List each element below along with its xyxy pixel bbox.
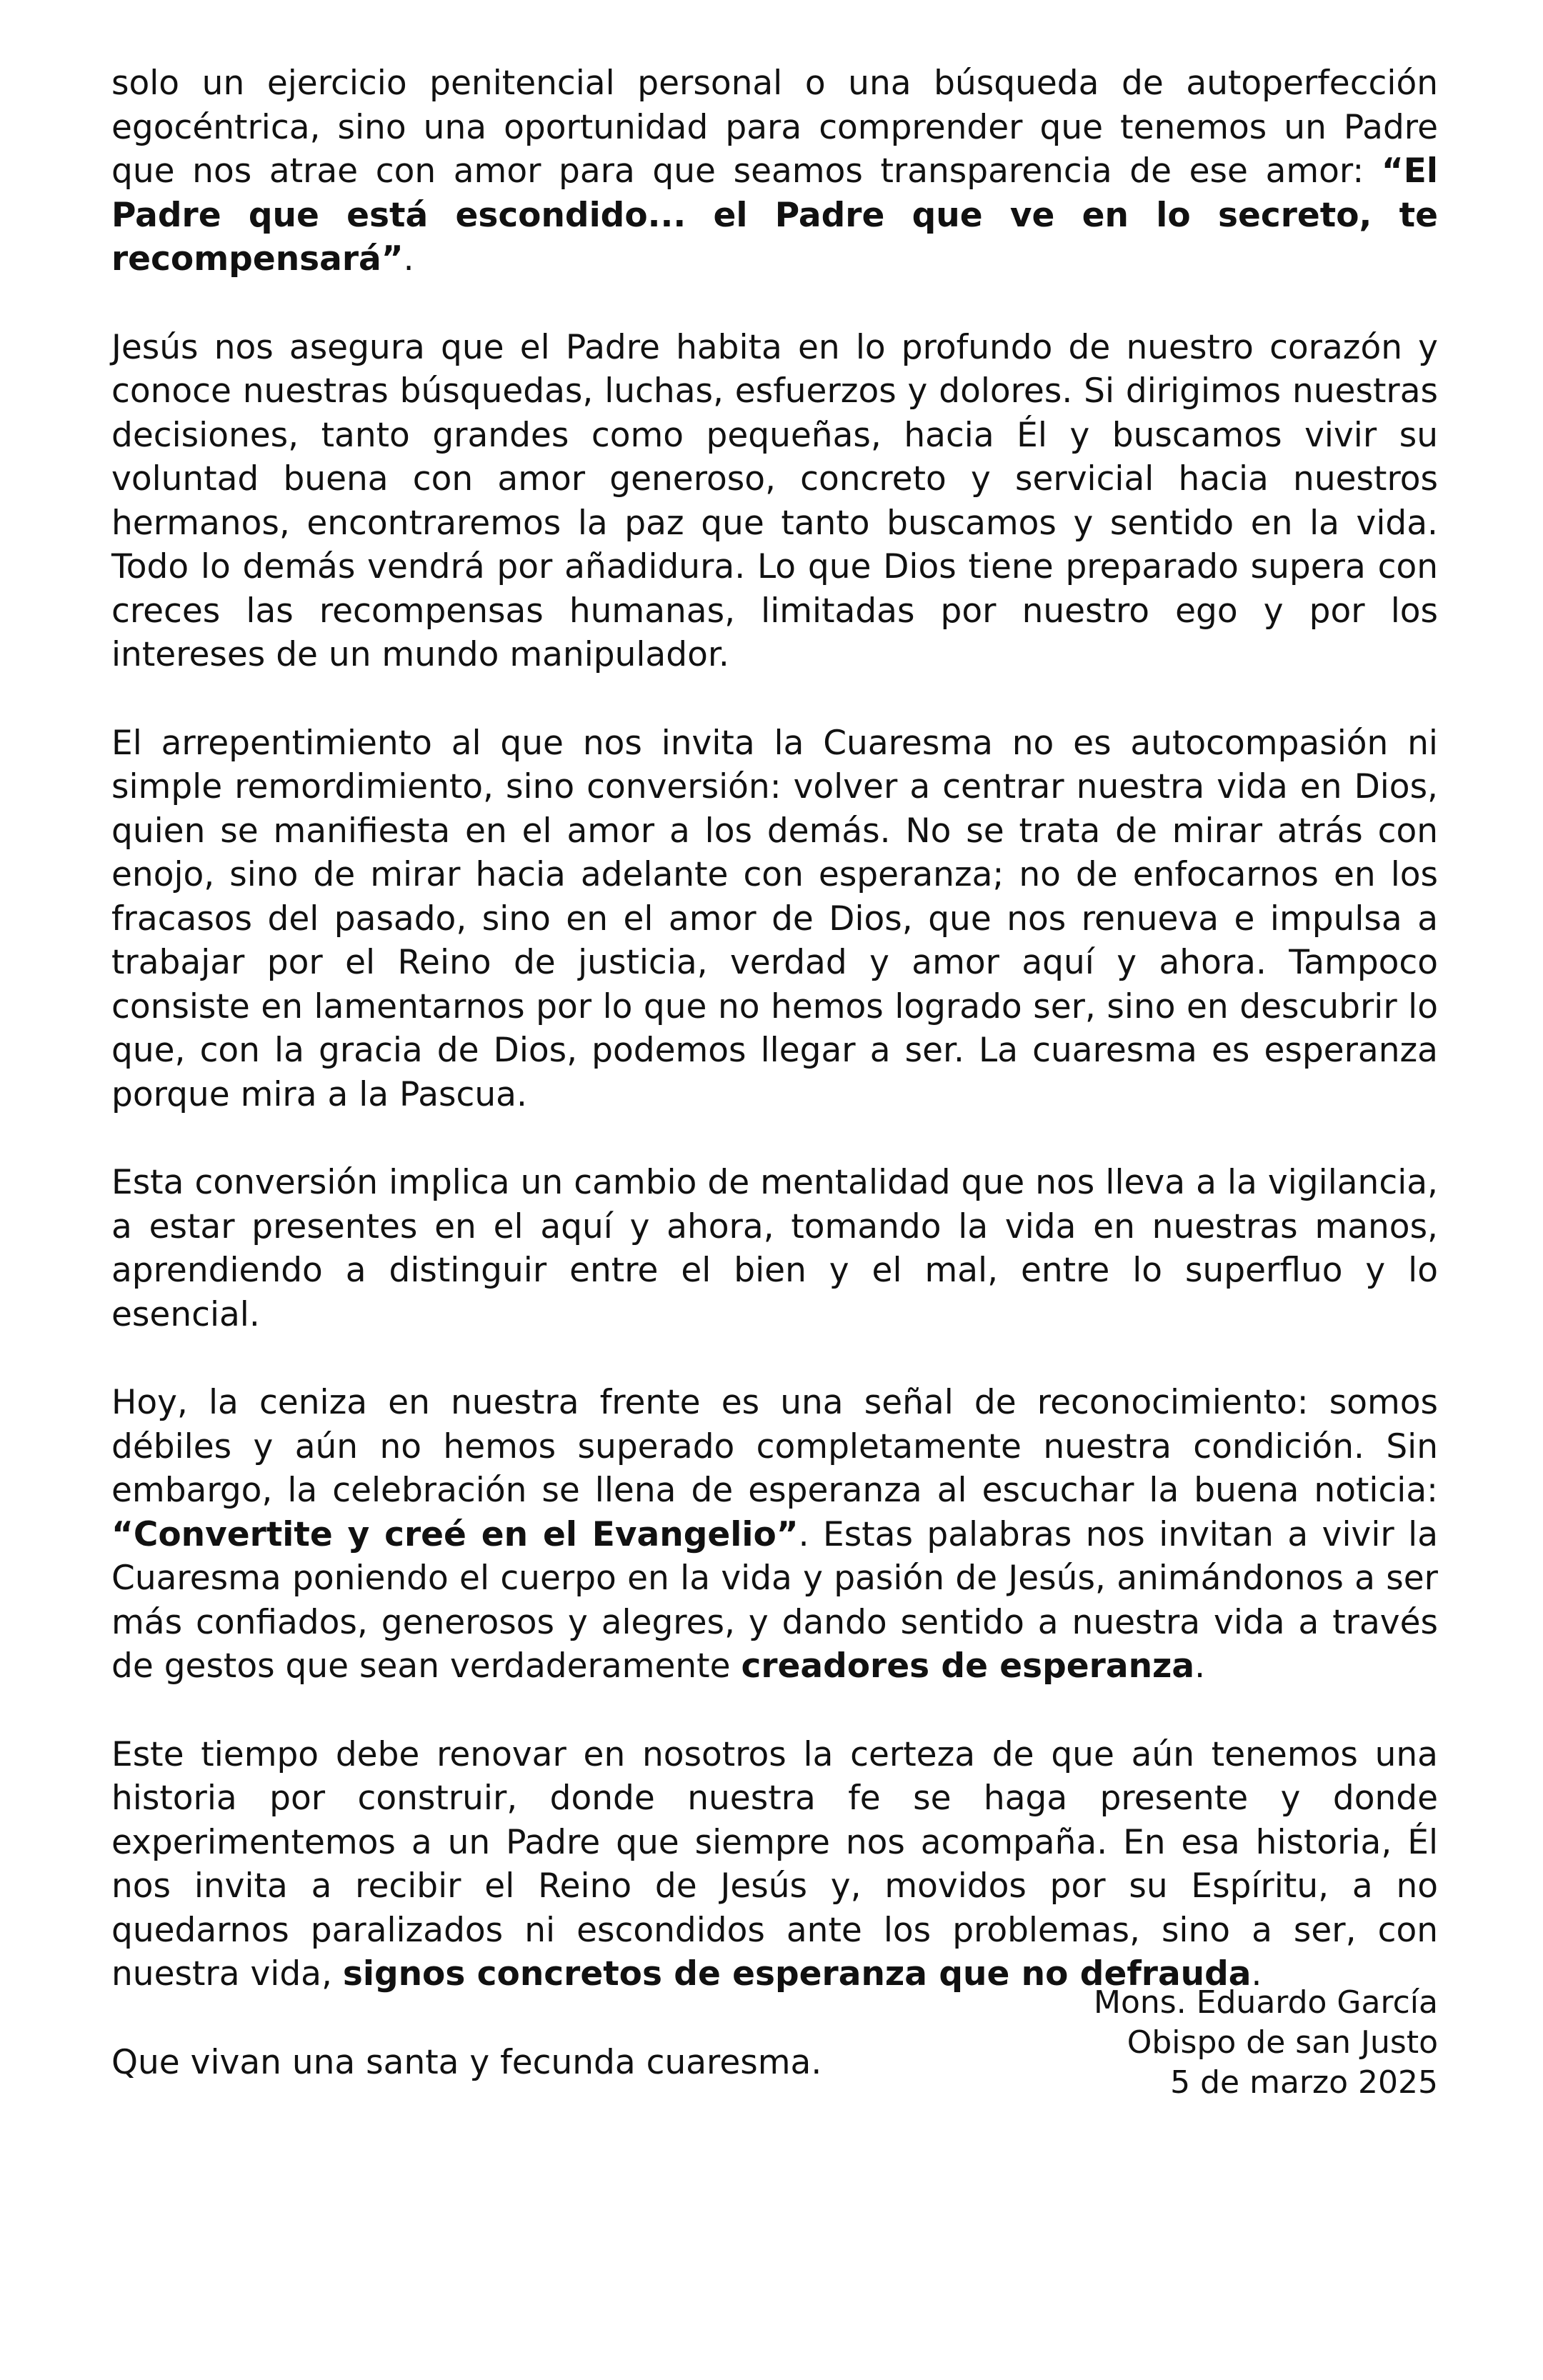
quote-bold: “El Padre que está escondido... el Padre que ve en lo secreto, te recompensará” <box>111 151 1438 279</box>
paragraph-text: Que vivan una santa y fecunda cuaresma. <box>111 2042 822 2082</box>
signature-name: Mons. Eduardo García <box>1094 1984 1438 2021</box>
paragraph-text: Este tiempo debe renovar en nosotros la certeza de que aún tenemos una historia por construir, donde nuestra fe se haga presente y donde experimentemos a un Padre que siempre nos acompaña. En esa historia, Él nos invita a recibir el Reino de Jesús y, movidos por su Espíritu, a no quedarnos paralizados ni escondidos ante los problemas, sino a ser, con nuestra vida, <box>111 1734 1438 1994</box>
paragraph-text: . <box>403 239 414 279</box>
paragraph-text: Jesús nos asegura que el Padre habita en lo profundo de nuestro corazón y conoce nuestras búsquedas, luchas, esfuerzos y dolores. Si dirigimos nuestras decisiones, tanto grandes como pequeñas, hacia Él y buscamos vivir su voluntad buena con amor generoso, concreto y servicial hacia nuestros hermanos, encontraremos la paz que tanto buscamos y sentido en la vida. Todo lo demás vendrá por añadidura. Lo que Dios tiene preparado supera con creces las recompensas humanas, limitadas por nuestro ego y por los intereses de un mundo manipulador. <box>111 327 1438 674</box>
paragraph-text: Esta conversión implica un cambio de mentalidad que nos lleva a la vigilancia, a estar presentes en el aquí y ahora, tomando la vida en nuestras manos, aprendiendo a distinguir entre el bien y el mal, entre lo superfluo y lo esencial. <box>111 1163 1438 1334</box>
signature-role: Obispo de san Justo <box>1127 2024 1438 2061</box>
paragraph <box>111 721 1438 1117</box>
paragraph-text: solo un ejercicio penitencial personal o una búsqueda de autoperfección egocéntrica, sino una oportunidad para comprender que tenemos un Padre que nos atrae con amor para que seamos transparencia de ese amor: <box>111 64 1438 191</box>
paragraph <box>111 326 1438 677</box>
quote-bold: “Convertite y creé en el Evangelio” <box>111 1514 799 1554</box>
paragraph <box>111 61 1438 281</box>
paragraph <box>111 1161 1438 1336</box>
paragraph-text: Hoy, la ceniza en nuestra frente es una señal de reconocimiento: somos débiles y aún no hemos superado completamente nuestra condición. Sin embargo, la celebración se llena de esperanza al escuchar la buena noticia: <box>111 1383 1438 1510</box>
paragraph-text: . Estas palabras nos invitan a vivir la Cuaresma poniendo el cuerpo en la vida y pasión de Jesús, animándonos a ser más confiados, generosos y alegres, y dando sentido a nuestra vida a través de gestos que sean verdaderamente <box>111 1514 1439 1686</box>
signature-block <box>1094 1983 1438 2103</box>
paragraph-text: El arrepentimiento al que nos invita la Cuaresma no es autocompasión ni simple remordimiento, sino conversión: volver a centrar nuestra vida en Dios, quien se manifiesta en el amor a los demás. No se trata de mirar atrás con enojo, sino de mirar hacia adelante con esperanza; no de enfocarnos en los fracasos del pasado, sino en el amor de Dios, que nos renueva e impulsa a trabajar por el Reino de justicia, verdad y amor aquí y ahora. Tampoco consiste en lamentarnos por lo que no hemos logrado ser, sino en descubrir lo que, con la gracia de Dios, podemos llegar a ser. La cuaresma es esperanza porque mira a la Pascua. <box>111 723 1438 1114</box>
paragraph <box>111 1733 1438 1996</box>
paragraph-text: . <box>1194 1646 1206 1686</box>
paragraph-text: . <box>1251 1954 1262 1994</box>
paragraph <box>111 1381 1438 1689</box>
letter-body <box>111 61 1438 2084</box>
emphasis-bold: signos concretos de esperanza que no defrauda <box>342 1954 1252 1994</box>
signature-date: 5 de marzo 2025 <box>1170 2064 1438 2101</box>
emphasis-bold: creadores de esperanza <box>741 1646 1195 1686</box>
